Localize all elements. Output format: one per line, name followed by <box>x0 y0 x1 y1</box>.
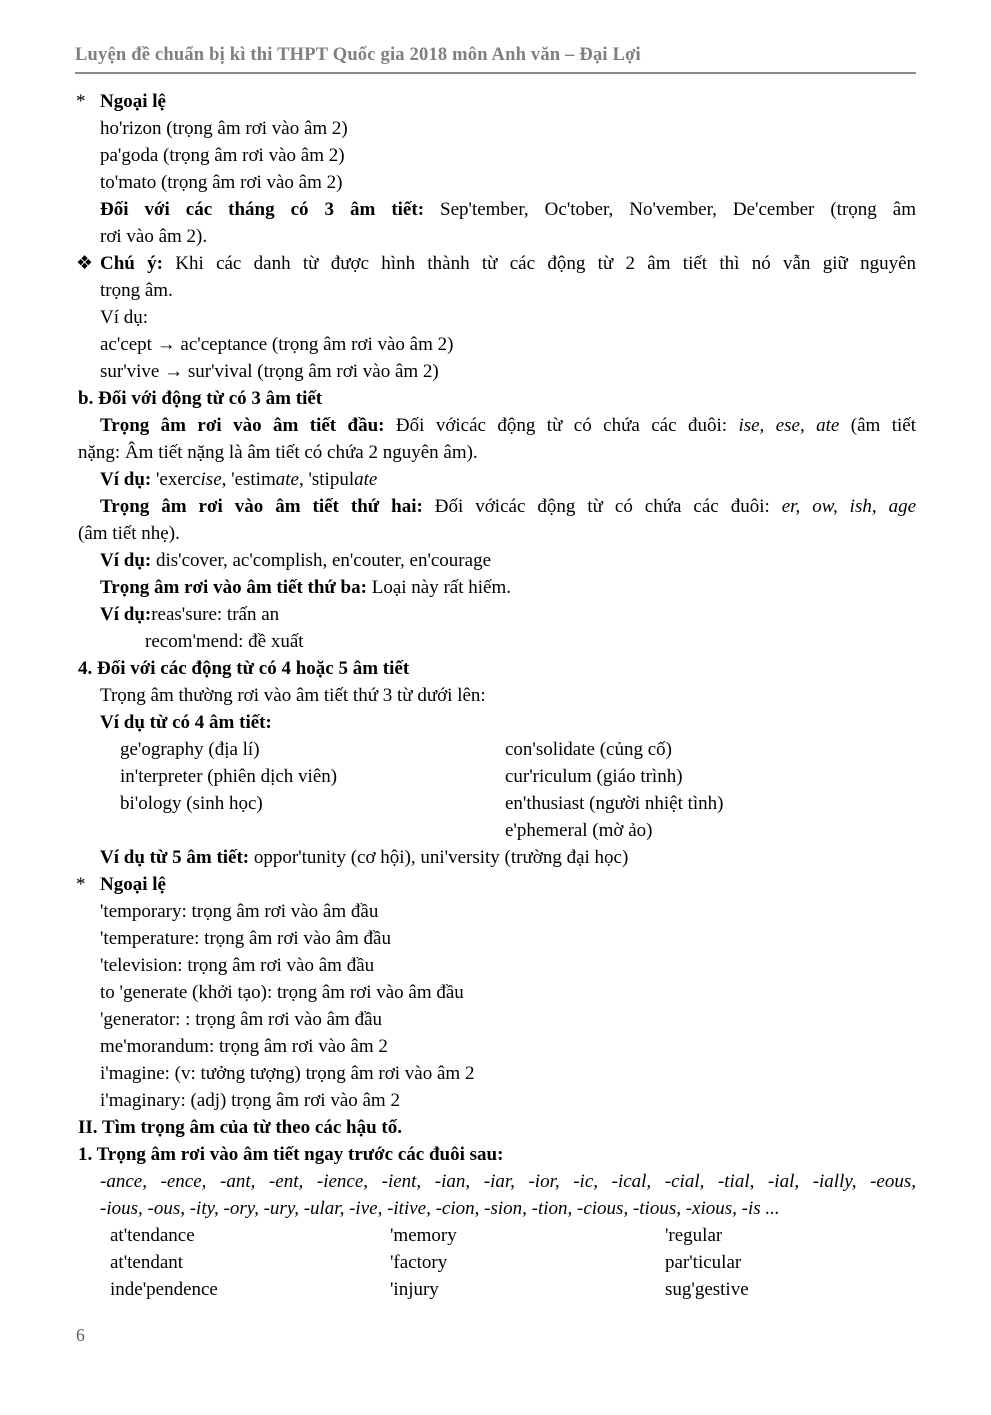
text-run: trọng âm. <box>100 280 173 301</box>
diamond-marker: ❖ <box>76 253 94 274</box>
column-text: in'terpreter (phiên dịch viên) <box>120 766 338 787</box>
text-run: ac'cept → ac'ceptance (trọng âm rơi vào âm 2) <box>100 334 454 355</box>
text-run: , 'estim <box>221 469 276 490</box>
text-line <box>75 1168 916 1195</box>
column-text: 'regular <box>665 1225 723 1246</box>
text-run: to'mato (trọng âm rơi vào âm 2) <box>100 172 343 193</box>
text-run: (âm tiết <box>839 415 916 436</box>
text-line <box>75 817 916 844</box>
text-run: 'exerc <box>155 469 201 490</box>
text-run: dis'cover, ac'complish, en'couter, en'courage <box>155 550 492 571</box>
text-line <box>75 1249 916 1276</box>
text-run: rơi vào âm 2). <box>100 226 208 247</box>
text-line <box>75 169 916 196</box>
column-text <box>120 817 505 844</box>
text-line <box>75 304 916 331</box>
text-run: Ví dụ: <box>100 604 152 625</box>
text-line <box>75 115 916 142</box>
text-line <box>75 682 916 709</box>
text-run: ise, ese, ate <box>738 415 840 436</box>
column-text: 'memory <box>390 1225 457 1246</box>
text-run: recom'mend: đề xuất <box>145 631 304 652</box>
text-run: 1. Trọng âm rơi vào âm tiết ngay trước các đuôi sau: <box>78 1144 504 1165</box>
text-run: Sep'tember, Oc'tober, No'vember, De'cember (trọng âm <box>424 199 916 220</box>
text-line <box>75 736 916 763</box>
text-line <box>75 412 916 439</box>
text-run: Ngoại lệ <box>100 91 166 112</box>
text-line <box>75 223 916 250</box>
page-header: Luyện đề chuẩn bị kì thi THPT Quốc gia 2018 môn Anh văn – Đại Lợi <box>75 45 916 74</box>
column-text: en'thusiast (người nhiệt tình) <box>505 793 724 814</box>
text-run: Ví dụ: <box>100 307 149 328</box>
text-run: ate <box>275 469 299 490</box>
text-run: Loại này rất hiếm. <box>366 577 511 598</box>
text-line <box>75 250 916 277</box>
text-run: ate <box>354 469 378 490</box>
text-line <box>75 709 916 736</box>
text-line <box>75 331 916 358</box>
text-run: 'generator: : trọng âm rơi vào âm đầu <box>100 1009 383 1030</box>
text-run: , 'stipul <box>298 469 355 490</box>
text-run: Ví dụ từ 5 âm tiết: <box>100 847 250 868</box>
text-run: ise <box>200 469 222 490</box>
text-run: II. Tìm trọng âm của từ theo các hậu tố. <box>78 1117 403 1138</box>
document-body <box>75 88 916 1303</box>
text-run: me'morandum: trọng âm rơi vào âm 2 <box>100 1036 388 1057</box>
text-line <box>75 1195 916 1222</box>
text-line <box>75 196 916 223</box>
column-text: par'ticular <box>665 1252 742 1273</box>
text-run: Ví dụ: <box>100 469 156 490</box>
text-run: Trọng âm rơi vào âm tiết thứ hai: <box>100 496 423 517</box>
text-line <box>75 1222 916 1249</box>
column-text: ge'ography (địa lí) <box>120 739 260 760</box>
text-run: Trọng âm thường rơi vào âm tiết thứ 3 từ dưới lên: <box>100 685 486 706</box>
text-line <box>75 439 916 466</box>
text-run: to 'generate (khởi tạo): trọng âm rơi vào âm đầu <box>100 982 464 1003</box>
text-line <box>75 871 916 898</box>
text-run: sur'vive → sur'vival (trọng âm rơi vào âm 2) <box>100 361 439 382</box>
column-text: at'tendant <box>110 1252 184 1273</box>
text-run: Trọng âm rơi vào âm tiết đầu: <box>100 415 385 436</box>
column-text: e'phemeral (mờ ảo) <box>505 820 653 841</box>
text-run: Ví dụ: <box>100 550 156 571</box>
text-run: Trọng âm rơi vào âm tiết thứ ba: <box>100 577 367 598</box>
text-run: Đối vớicác động từ có chứa các đuôi: <box>422 496 782 517</box>
text-line <box>75 898 916 925</box>
text-line <box>75 628 916 655</box>
text-run: Đối vớicác động từ có chứa các đuôi: <box>384 415 739 436</box>
text-run: Chú ý: <box>100 253 163 274</box>
text-run: Ví dụ từ có 4 âm tiết: <box>100 712 272 733</box>
text-line <box>75 520 916 547</box>
column-text: 'factory <box>390 1252 448 1273</box>
text-line <box>75 979 916 1006</box>
text-line <box>75 1033 916 1060</box>
text-line <box>75 277 916 304</box>
text-line <box>75 88 916 115</box>
text-line <box>75 1141 916 1168</box>
text-line <box>75 574 916 601</box>
text-run: -ious, -ous, -ity, -ory, -ury, -ular, -ive, -itive, -cion, -sion, -tion, -cious, -tious, -xious, -is ... <box>100 1198 780 1219</box>
column-text: cur'riculum (giáo trình) <box>505 766 683 787</box>
page-number: 6 <box>76 1325 85 1345</box>
column-text: 'injury <box>390 1279 439 1300</box>
text-line <box>75 466 916 493</box>
column-text: sug'gestive <box>665 1279 749 1300</box>
text-run: oppor'tunity (cơ hội), uni'versity (trường đại học) <box>249 847 629 868</box>
text-run: er, ow, ish, age <box>781 496 916 517</box>
column-text: inde'pendence <box>110 1279 218 1300</box>
text-line <box>75 925 916 952</box>
text-run: reas'sure: trấn an <box>151 604 280 625</box>
column-text: bi'ology (sinh học) <box>120 793 263 814</box>
text-line <box>75 358 916 385</box>
text-run: Ngoại lệ <box>100 874 166 895</box>
text-line <box>75 790 916 817</box>
text-run: 'temporary: trọng âm rơi vào âm đầu <box>100 901 379 922</box>
text-run: Đối với các tháng có 3 âm tiết: <box>100 199 425 220</box>
text-run: ho'rizon (trọng âm rơi vào âm 2) <box>100 118 348 139</box>
text-line <box>75 655 916 682</box>
text-line <box>75 493 916 520</box>
text-run: b. Đối với động từ có 3 âm tiết <box>78 388 323 409</box>
text-line <box>75 952 916 979</box>
text-line <box>75 844 916 871</box>
text-line <box>75 1276 916 1303</box>
asterisk-marker: * <box>76 874 86 895</box>
text-run: i'maginary: (adj) trọng âm rơi vào âm 2 <box>100 1090 400 1111</box>
text-run: Khi các danh từ được hình thành từ các động từ 2 âm tiết thì nó vẫn giữ nguyên <box>162 253 916 274</box>
asterisk-marker: * <box>76 91 86 112</box>
text-run: 4. Đối với các động từ có 4 hoặc 5 âm tiết <box>78 658 410 679</box>
text-run: nặng: Âm tiết nặng là âm tiết có chứa 2 nguyên âm). <box>78 442 478 463</box>
column-text: at'tendance <box>110 1225 195 1246</box>
text-line <box>75 763 916 790</box>
text-line <box>75 1087 916 1114</box>
text-run: -ance, -ence, -ant, -ent, -ience, -ient, -ian, -iar, -ior, -ic, -ical, -cial, -tial, -ial, -ially, -eous, <box>100 1171 916 1192</box>
text-line <box>75 1060 916 1087</box>
text-run: i'magine: (v: tưởng tượng) trọng âm rơi vào âm 2 <box>100 1063 475 1084</box>
text-line <box>75 1006 916 1033</box>
column-text: con'solidate (củng cố) <box>505 739 672 760</box>
text-line <box>75 142 916 169</box>
text-line <box>75 385 916 412</box>
text-run: 'temperature: trọng âm rơi vào âm đầu <box>100 928 391 949</box>
text-line <box>75 1114 916 1141</box>
text-run: pa'goda (trọng âm rơi vào âm 2) <box>100 145 345 166</box>
text-line <box>75 601 916 628</box>
text-run: 'television: trọng âm rơi vào âm đầu <box>100 955 375 976</box>
text-line <box>75 547 916 574</box>
text-run: (âm tiết nhẹ). <box>78 523 180 544</box>
